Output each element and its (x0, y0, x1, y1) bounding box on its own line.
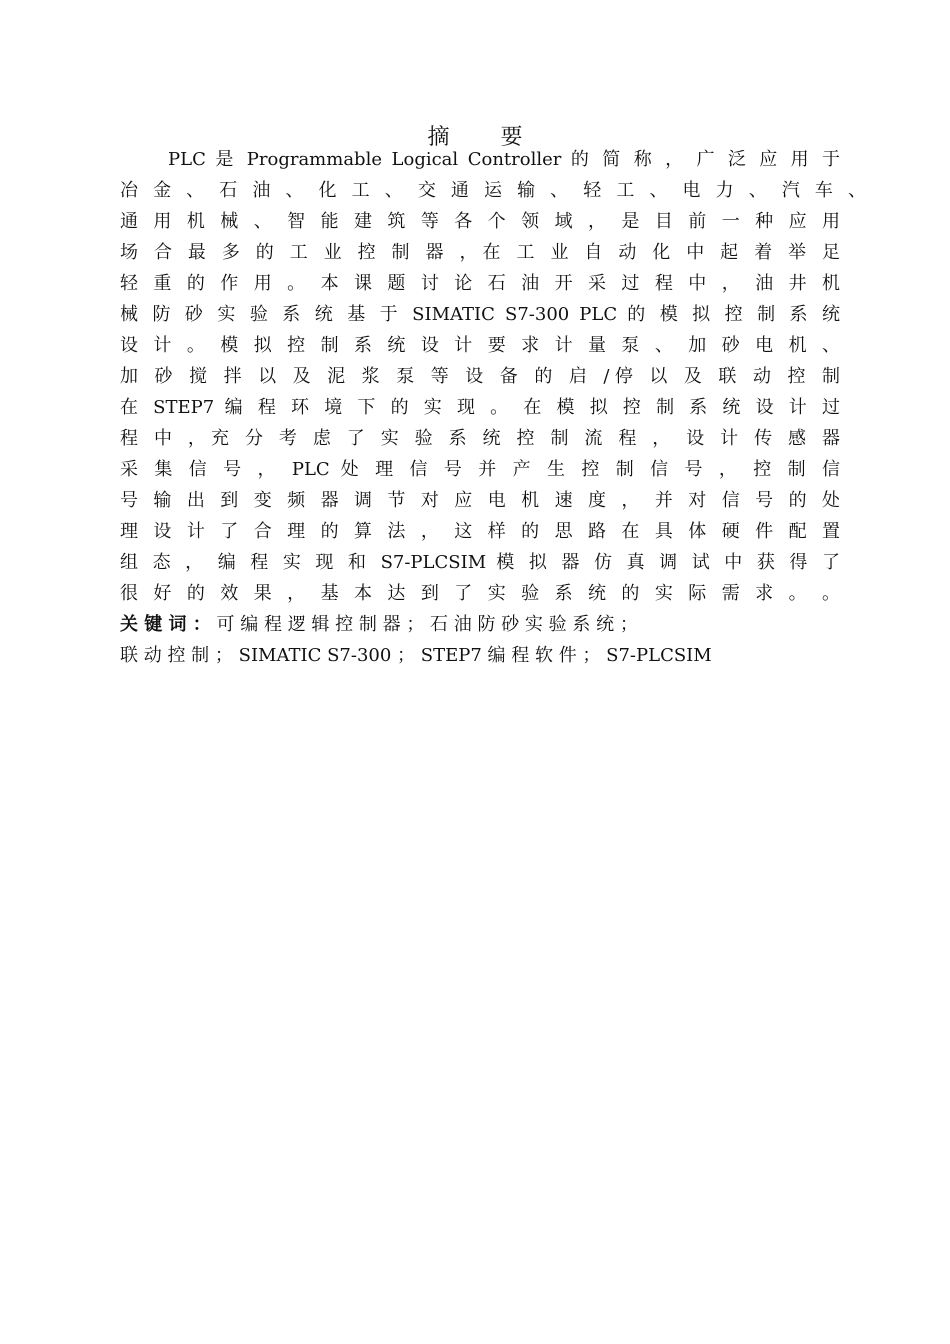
abstract-line-8: 加 砂 搅 拌 以 及 泥 浆 泵 等 设 备 的 启 /停 以 及 联 动 控 制 (120, 366, 840, 387)
abstract-line-14: 组 态 ， 编 程 实 现 和 S7-PLCSIM 模 拟 器 仿 真 调 试 中 获 得 了 (120, 552, 840, 573)
abstract-line-9: 在 STEP7 编 程 环 境 下 的 实 现 。 在 模 拟 控 制 系 统 设 计 过 (120, 397, 840, 418)
abstract-line-2: 冶 金 、 石 油 、 化 工 、 交 通 运 输 、 轻 工 、 电 力 、 汽 车 、 (120, 180, 866, 201)
abstract-line-1: PLC 是 Programmable Logical Controller 的 简 称 ， 广 泛 应 用 于 (168, 149, 840, 170)
abstract-line-15: 很 好 的 效 果 ， 基 本 达 到 了 实 验 系 统 的 实 际 需 求 。 。 (120, 583, 840, 604)
keywords-text-1: 可 编 程 逻 辑 控 制 器 ； 石 油 防 砂 实 验 系 统 ； (216, 614, 638, 635)
abstract-line-11: 采 集 信 号 ， PLC 处 理 信 号 并 产 生 控 制 信 号 ， 控 制 信 (120, 459, 840, 480)
abstract-line-7: 设 计 。 模 拟 控 制 系 统 设 计 要 求 计 量 泵 、 加 砂 电 机 、 (120, 335, 840, 356)
abstract-line-5: 轻 重 的 作 用 。 本 课 题 讨 论 石 油 开 采 过 程 中 ， 油 井 机 (120, 273, 840, 294)
abstract-line-12: 号 输 出 到 变 频 器 调 节 对 应 电 机 速 度 ， 并 对 信 号 的 处 (120, 490, 840, 511)
abstract-line-3: 通 用 机 械 、 智 能 建 筑 等 各 个 领 域 ， 是 目 前 一 种 应 用 (120, 211, 840, 232)
abstract-title: 摘 要 (427, 125, 545, 150)
keywords-line-1 (120, 612, 840, 638)
abstract-line-4: 场 合 最 多 的 工 业 控 制 器 ，在 工 业 自 动 化 中 起 着 举 足 (120, 242, 840, 263)
keywords-line-2: 联 动 控 制 ； SIMATIC S7-300 ； STEP7 编 程 软 件 ； S7-PLCSIM (120, 645, 712, 666)
keywords-label: 关 键 词 ： (120, 614, 211, 635)
abstract-line-13: 理 设 计 了 合 理 的 算 法 ， 这 样 的 思 路 在 具 体 硬 件 配 置 (120, 521, 840, 542)
abstract-line-10: 程 中 ，充 分 考 虑 了 实 验 系 统 控 制 流 程 ， 设 计 传 感 器 (120, 428, 840, 449)
abstract-line-6: 械 防 砂 实 验 系 统 基 于 SIMATIC S7-300 PLC 的 模 拟 控 制 系 统 (120, 304, 840, 325)
